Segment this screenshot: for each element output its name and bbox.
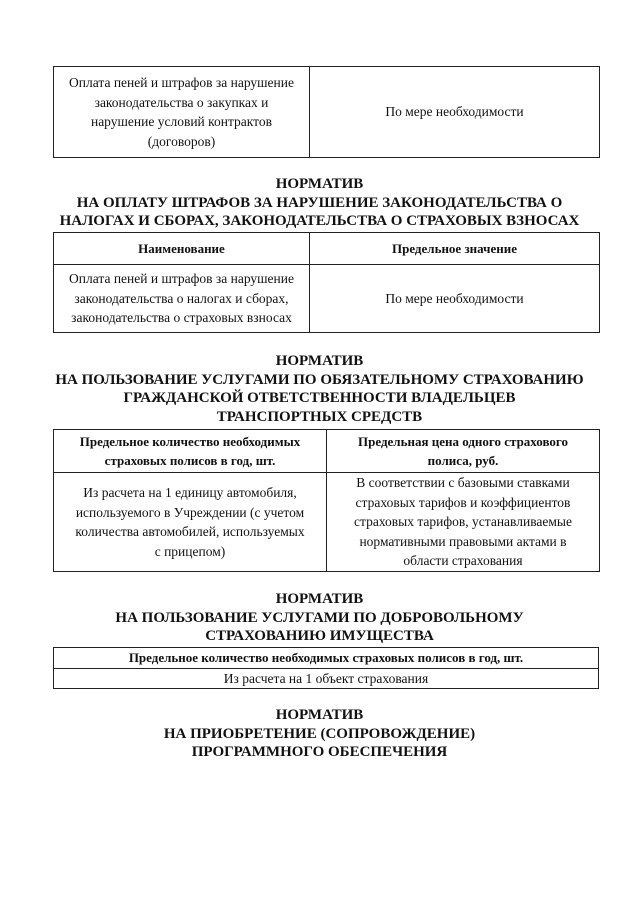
section-property-title: НОРМАТИВ НА ПОЛЬЗОВАНИЕ УСЛУГАМИ ПО ДОБРОВОЛЬНОМУ СТРАХОВАНИЮ ИМУЩЕСТВА xyxy=(115,591,524,644)
property-col-count: Предельное количество необходимых страховых полисов в год, шт. xyxy=(54,648,599,669)
taxes-table xyxy=(53,232,600,333)
section-taxes-title: НОРМАТИВ НА ОПЛАТУ ШТРАФОВ ЗА НАРУШЕНИЕ ЗАКОНОДАТЕЛЬСТВА О НАЛОГАХ И СБОРАХ, ЗАКОНОДАТЕЛЬСТВА О СТРАХОВЫХ ВЗНОСАХ xyxy=(59,176,580,229)
taxes-col-name: Наименование xyxy=(54,233,310,265)
section-osago-title: НОРМАТИВ НА ПОЛЬЗОВАНИЕ УСЛУГАМИ ПО ОБЯЗАТЕЛЬНОМУ СТРАХОВАНИЮ ГРАЖДАНСКОЙ ОТВЕТСТВЕННОСТИ ВЛАДЕЛЬЦЕВ ТРАНСПОРТНЫХ СРЕДСТВ xyxy=(55,353,584,425)
procurement-penalties-table xyxy=(53,66,600,158)
osago-row-count: Из расчета на 1 единицу автомобиля, используемого в Учреждении (с учетом количества автомобилей, используемых с прицепом) xyxy=(54,473,327,572)
section-software-title: НОРМАТИВ НА ПРИОБРЕТЕНИЕ (СОПРОВОЖДЕНИЕ) ПРОГРАММНОГО ОБЕСПЕЧЕНИЯ xyxy=(163,707,476,760)
osago-col-price: Предельная цена одного страхового полиса, руб. xyxy=(327,430,600,473)
procurement-penalties-name-cell: Оплата пеней и штрафов за нарушение законодательства о закупках и нарушение условий контрактов (договоров) xyxy=(54,67,310,158)
taxes-row-value: По мере необходимости xyxy=(310,265,600,333)
osago-row-price: В соответствии с базовыми ставками страховых тарифов и коэффициентов страховых тарифов, устанавливаемые нормативными правовыми актами в области страхования xyxy=(327,473,600,572)
taxes-col-value: Предельное значение xyxy=(310,233,600,265)
property-table xyxy=(53,647,599,689)
procurement-penalties-value-cell: По мере необходимости xyxy=(310,67,600,158)
osago-table xyxy=(53,429,600,572)
taxes-row-name: Оплата пеней и штрафов за нарушение законодательства о налогах и сборах, законодательства о страховых взносах xyxy=(54,265,310,333)
property-row-count: Из расчета на 1 объект страхования xyxy=(54,668,599,689)
osago-col-count: Предельное количество необходимых страховых полисов в год, шт. xyxy=(54,430,327,473)
